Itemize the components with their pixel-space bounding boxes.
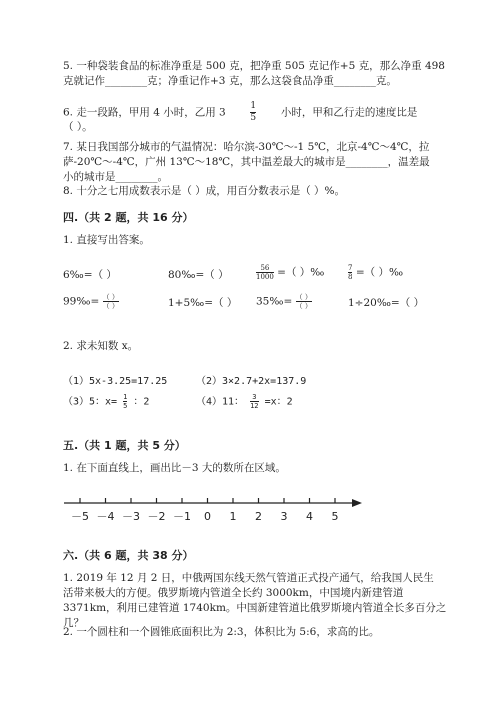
s6-q1-line4: 几？ xyxy=(63,617,84,629)
section4-heading: 四.（共 2 题，共 16 分） xyxy=(63,211,194,224)
s4-r2-frac1 xyxy=(103,293,119,310)
s4-r2-item3 xyxy=(256,293,312,310)
s4-q1-title: 1. 直接写出答案。 xyxy=(63,234,150,246)
s4-r1-item4-text: =（ ）‰ xyxy=(355,266,404,279)
number-line-label: 5 xyxy=(331,510,339,523)
number-line-label: －5 xyxy=(71,510,89,523)
number-line-label: 1 xyxy=(229,510,237,523)
s4-r1-frac4-den: 8 xyxy=(348,273,353,281)
number-line-arrow-icon xyxy=(352,499,362,507)
s6-q1-line3: 3371km，利用已建管道 1740km。中国新建管道比俄罗斯境内管道全长多百分之 xyxy=(63,602,447,614)
s6-q2-line1: 2. 一个圆柱和一个圆锥底面积比为 2:3，体积比为 5:6，求高的比。 xyxy=(63,626,380,638)
s4-r1-item3 xyxy=(256,264,324,281)
eq3 xyxy=(63,393,149,410)
s4-r2-frac3-den: （ ） xyxy=(295,302,312,310)
q6-line2: （ ）。 xyxy=(63,121,93,133)
eq4-a: （4）11： xyxy=(196,396,245,408)
eq3-a: （3）5：x= xyxy=(63,396,118,408)
section6-heading: 六.（共 6 题，共 38 分） xyxy=(63,549,194,562)
number-line-label: －1 xyxy=(173,510,191,523)
s4-r2-frac1-den: （ ） xyxy=(102,302,119,310)
q7-line3: 小的城市是________。 xyxy=(63,171,168,183)
s4-r1-frac4-num: 7 xyxy=(348,264,353,272)
q6-text-a: 6. 走一段路，甲用 4 小时，乙用 3 xyxy=(63,106,226,119)
number-line-label: －4 xyxy=(96,510,115,523)
number-line-label: －2 xyxy=(147,510,166,523)
number-line-label: 0 xyxy=(204,510,211,523)
q6-frac-num: 1 xyxy=(250,101,257,111)
s4-r2-frac3-num: （ ） xyxy=(295,293,312,301)
eq3-frac-num: 1 xyxy=(123,393,128,401)
s4-r2-item1-prefix: 99‰= xyxy=(63,295,100,308)
s4-r2-frac3 xyxy=(296,293,312,310)
s4-r2-item1 xyxy=(63,293,119,310)
eq3-frac-den: 5 xyxy=(123,402,128,410)
q5-line2: 克就记作________克；净重记作+3 克，那么这袋食品净重________克。 xyxy=(63,75,397,87)
eq4 xyxy=(196,393,293,410)
q7-line2: 萨-20℃～-4℃，广州 13℃～18℃，其中温差最大的城市是________，温差最 xyxy=(63,156,430,168)
eq3-b: ：2 xyxy=(133,396,150,408)
number-line-label: 3 xyxy=(280,510,288,523)
s5-q1: 1. 在下面直线上，画出比－3 大的数所在区域。 xyxy=(63,462,286,474)
q6-line1 xyxy=(63,101,417,124)
s4-r1-frac3-den: 1000 xyxy=(256,273,274,281)
eq4-frac-num: 3 xyxy=(252,393,257,401)
q6-text-b: 小时，甲和乙行走的速度比是 xyxy=(280,106,418,119)
eq4-frac xyxy=(250,393,258,410)
section5-heading: 五.（共 1 题，共 5 分） xyxy=(63,439,186,452)
number-line-label: 4 xyxy=(306,510,313,523)
q6-fraction xyxy=(250,101,256,124)
s4-r1-item4 xyxy=(348,264,403,281)
q8-line1: 8. 十分之七用成数表示是（ ）成，用百分数表示是（ ）%。 xyxy=(63,185,346,197)
q7-line1: 7. 某日我国部分城市的气温情况：哈尔滨-30℃～-1 5℃，北京-4℃～4℃，拉 xyxy=(63,141,430,153)
eq4-b: =x：2 xyxy=(264,396,293,408)
number-line xyxy=(60,494,370,526)
s4-r1-item3-text: =（ ）‰ xyxy=(277,266,325,279)
s4-r1-frac3 xyxy=(256,264,274,281)
q5-line1: 5. 一种袋装食品的标准净重是 500 克，把净重 505 克记作+5 克，那么净重 498 xyxy=(63,60,445,72)
s4-r1-item2: 80‰=（ ） xyxy=(168,269,229,281)
eq2: （2）3×2.7+2x=137.9 xyxy=(196,376,307,387)
s4-r2-item2: 1+5‰=（ ） xyxy=(168,297,238,309)
number-line-label: 2 xyxy=(255,510,262,523)
s4-r2-item3-prefix: 35‰= xyxy=(256,295,293,308)
s6-q1-line1: 1. 2019 年 12 月 2 日，中俄两国东线天然气管道正式投产通气，给我国人民生 xyxy=(63,572,434,584)
eq4-frac-den: 12 xyxy=(250,402,259,410)
q6-frac-den: 5 xyxy=(250,113,257,123)
s4-r2-frac1-num: （ ） xyxy=(102,293,119,301)
s4-r2-item4: 1÷20‰=（ ） xyxy=(348,297,425,309)
s6-q1-line2: 活带来极大的方便。俄罗斯境内管道全长约 3000km，中国境内新建管道 xyxy=(63,587,404,599)
s4-r1-frac3-num: 56 xyxy=(260,264,270,272)
eq1: （1）5x-3.25=17.25 xyxy=(63,376,168,387)
s4-q2-title: 2. 求未知数 x。 xyxy=(63,340,139,352)
number-line-label: －3 xyxy=(122,510,140,523)
s4-r1-item1: 6‰=（ ） xyxy=(63,269,117,281)
eq3-frac xyxy=(123,393,127,410)
s4-r1-frac4 xyxy=(348,264,352,281)
